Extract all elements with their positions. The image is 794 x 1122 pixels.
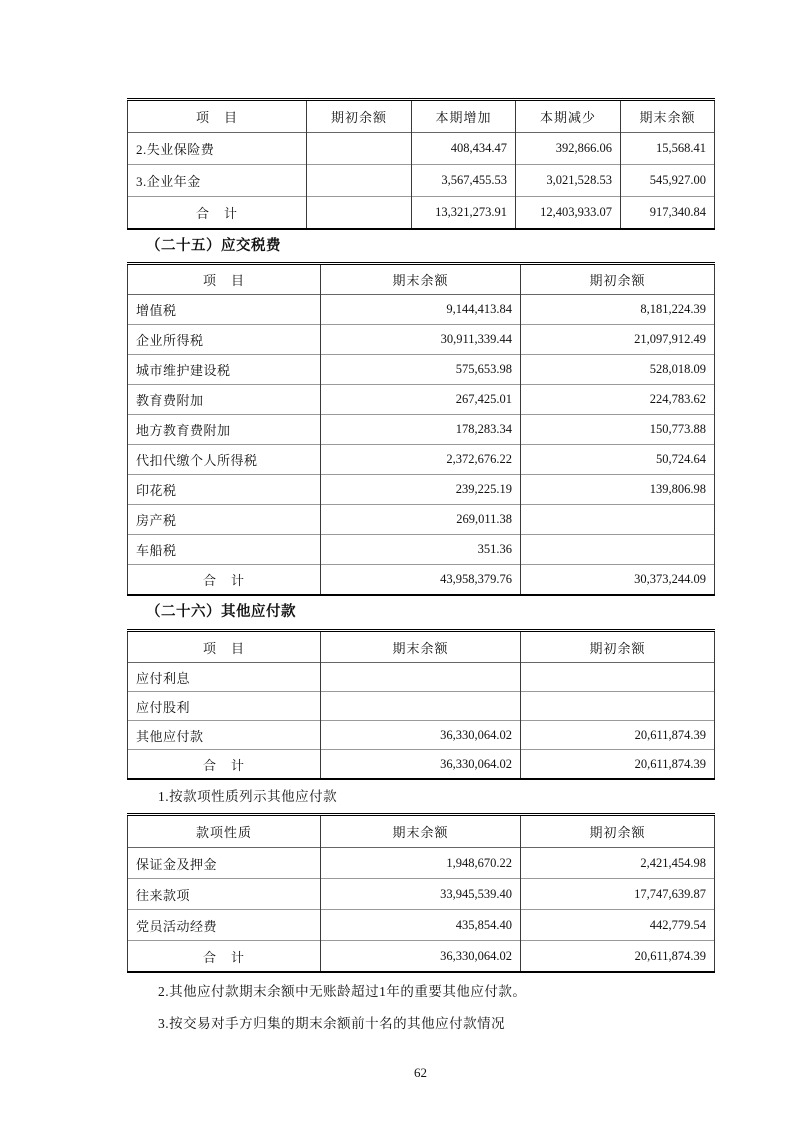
table-cell: 合 计 [128,197,307,230]
table-row [128,445,715,475]
table-row [128,165,715,197]
table-cell: 20,611,874.39 [521,750,715,780]
table-header-cell: 本期减少 [516,100,621,133]
table-cell: 地方教育费附加 [128,415,321,445]
table-header-cell: 项 目 [128,264,321,295]
table-cell: 442,779.54 [521,910,715,941]
table-row [128,133,715,165]
table-cell: 房产税 [128,505,321,535]
table-cell: 36,330,064.02 [321,721,521,750]
table-cell: 代扣代缴个人所得税 [128,445,321,475]
table-header-cell: 期末余额 [321,264,521,295]
table-cell: 351.36 [321,535,521,565]
table-header-cell: 款项性质 [128,815,321,848]
table-cell: 17,747,639.87 [521,879,715,910]
table-cell: 12,403,933.07 [516,197,621,230]
table-cell: 392,866.06 [516,133,621,165]
table-cell: 增值税 [128,295,321,325]
table-header-row [128,631,715,663]
table-row [128,475,715,505]
table-row [128,535,715,565]
table-cell: 3,567,455.53 [412,165,516,197]
table-total-row [128,750,715,780]
table-total-row [128,941,715,973]
table-total-row [128,565,715,596]
table-row [128,355,715,385]
table-header-cell: 本期增加 [412,100,516,133]
table-row [128,385,715,415]
table-header-cell: 期末余额 [321,631,521,663]
table-cell: 2.失业保险费 [128,133,307,165]
note-2-aging: 2.其他应付款期末余额中无账龄超过1年的重要其他应付款。 [158,984,527,999]
table-row [128,415,715,445]
section-heading-25: （二十五）应交税费 [146,238,281,254]
table-cell: 保证金及押金 [128,848,321,879]
table-cell [521,692,715,721]
table-header-cell: 期初余额 [307,100,412,133]
table-cell [521,663,715,692]
table-cell: 33,945,539.40 [321,879,521,910]
table-cell: 合 计 [128,750,321,780]
note-3-top-ten: 3.按交易对手方归集的期末余额前十名的其他应付款情况 [158,1016,506,1031]
table-cell: 15,568.41 [621,133,715,165]
table-row [128,295,715,325]
table-row [128,325,715,355]
table-cell: 139,806.98 [521,475,715,505]
table-cell: 合 计 [128,565,321,596]
table-cell: 435,854.40 [321,910,521,941]
table-row [128,879,715,910]
table-cell: 178,283.34 [321,415,521,445]
table-cell: 36,330,064.02 [321,941,521,973]
table-cell: 408,434.47 [412,133,516,165]
table-cell: 其他应付款 [128,721,321,750]
table-cell: 239,225.19 [321,475,521,505]
table-cell: 8,181,224.39 [521,295,715,325]
section-heading-26: （二十六）其他应付款 [146,604,296,620]
table-header-cell: 期末余额 [321,815,521,848]
table-row [128,848,715,879]
table-cell [321,663,521,692]
table-header-cell: 期末余额 [621,100,715,133]
table-cell: 2,421,454.98 [521,848,715,879]
table-cell: 545,927.00 [621,165,715,197]
table-row [128,910,715,941]
table-cell: 9,144,413.84 [321,295,521,325]
table-cell: 575,653.98 [321,355,521,385]
table-cell [521,535,715,565]
table-cell: 城市维护建设税 [128,355,321,385]
table-header-cell: 期初余额 [521,264,715,295]
table-cell: 企业所得税 [128,325,321,355]
table-cell: 13,321,273.91 [412,197,516,230]
table-header-row [128,264,715,295]
table-cell: 21,097,912.49 [521,325,715,355]
table-header-cell: 期初余额 [521,815,715,848]
table-cell: 150,773.88 [521,415,715,445]
table-cell: 教育费附加 [128,385,321,415]
table-cell: 3,021,528.53 [516,165,621,197]
table-cell: 224,783.62 [521,385,715,415]
taxes-payable-table [127,262,715,596]
table-header-row [128,100,715,133]
table-cell: 应付利息 [128,663,321,692]
table-header-cell: 期初余额 [521,631,715,663]
table-cell: 36,330,064.02 [321,750,521,780]
table-cell: 20,611,874.39 [521,721,715,750]
table-cell: 车船税 [128,535,321,565]
table-row [128,663,715,692]
table-cell: 党员活动经费 [128,910,321,941]
table-row [128,721,715,750]
table-cell: 269,011.38 [321,505,521,535]
table-cell [521,505,715,535]
table-cell: 2,372,676.22 [321,445,521,475]
table-cell: 30,373,244.09 [521,565,715,596]
table-cell: 应付股利 [128,692,321,721]
table-row [128,692,715,721]
table-cell: 917,340.84 [621,197,715,230]
table-cell [307,133,412,165]
other-payables-table [127,629,715,780]
table-row [128,505,715,535]
table-cell: 合 计 [128,941,321,973]
table-cell: 印花税 [128,475,321,505]
table-cell: 往来款项 [128,879,321,910]
table-cell: 43,958,379.76 [321,565,521,596]
table-total-row [128,197,715,230]
table-cell: 20,611,874.39 [521,941,715,973]
table-cell: 30,911,339.44 [321,325,521,355]
table-cell: 1,948,670.22 [321,848,521,879]
table-cell: 528,018.09 [521,355,715,385]
table-cell [307,165,412,197]
page-number: 62 [414,1065,427,1080]
note-1-by-nature: 1.按款项性质列示其他应付款 [158,789,338,804]
document-page-content [127,0,714,1081]
table-header-cell: 项 目 [128,631,321,663]
table-header-row [128,815,715,848]
table-cell: 267,425.01 [321,385,521,415]
table-header-cell: 项 目 [128,100,307,133]
table-cell: 50,724.64 [521,445,715,475]
payables-by-nature-table [127,813,715,973]
table-cell [307,197,412,230]
table-cell [321,692,521,721]
social-insurance-continuation-table [127,98,715,230]
table-cell: 3.企业年金 [128,165,307,197]
